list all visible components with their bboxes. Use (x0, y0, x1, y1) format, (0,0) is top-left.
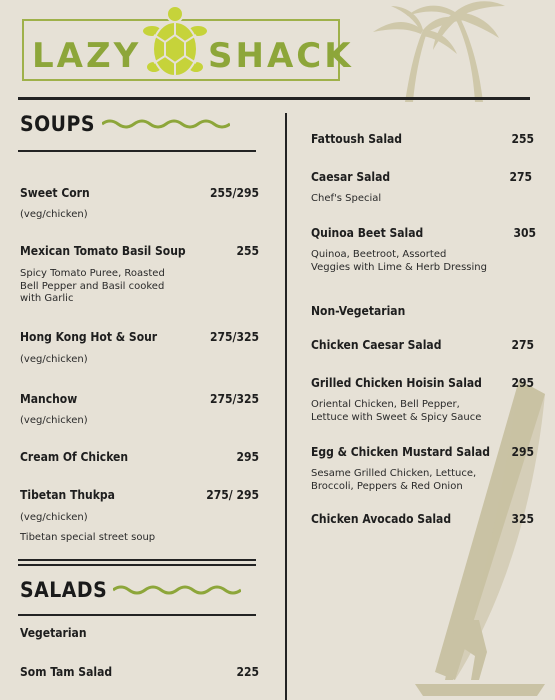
soups-divider (18, 150, 256, 152)
windsurfer-icon (395, 380, 555, 700)
logo-text-shack: SHACK (208, 36, 354, 76)
salad-item-note: Oriental Chicken, Bell Pepper, Lettuce with Sweet & Spicy Sauce (311, 399, 482, 423)
salad-item-price: 255 (511, 132, 534, 146)
soup-item-note: (veg/chicken) (20, 354, 88, 365)
soup-item-note: Spicy Tomato Puree, Roasted Bell Pepper and Basil cooked with Garlic (20, 268, 165, 304)
salad-item-price: 325 (511, 512, 534, 526)
soup-item-name: Cream Of Chicken (20, 450, 129, 464)
wave-icon (102, 118, 230, 130)
soup-item-price: 275/325 (209, 392, 259, 406)
salad-item-price: 275 (509, 170, 532, 184)
salad-item-note: Sesame Grilled Chicken, Lettuce, Broccoli, Peppers & Red Onion (311, 468, 477, 492)
column-divider (285, 113, 287, 700)
salad-item-name: Chicken Caesar Salad (311, 338, 442, 352)
salad-item-price: 225 (236, 665, 259, 679)
soup-item-description: Tibetan special street soup (20, 532, 156, 543)
soup-item-name: Manchow (20, 392, 78, 406)
wave-icon (113, 584, 241, 596)
salad-item-name: Caesar Salad (311, 170, 391, 184)
salad-item-price: 295 (511, 376, 534, 390)
salad-item-price: 275 (511, 338, 534, 352)
turtle-icon (142, 5, 208, 83)
salad-item-name: Grilled Chicken Hoisin Salad (311, 376, 482, 390)
salad-item-note: Chef's Special (311, 193, 382, 204)
vegetarian-heading: Vegetarian (20, 626, 87, 640)
salads-top-divider-2 (18, 564, 256, 566)
soup-item-name: Sweet Corn (20, 186, 90, 200)
soup-item-price: 275/ 295 (206, 488, 259, 502)
soup-item-price: 275/325 (209, 330, 259, 344)
header-divider (18, 97, 530, 100)
logo-text-lazy: LAZY (32, 36, 142, 76)
salads-title: SALADS (20, 578, 108, 602)
soup-item-note: (veg/chicken) (20, 209, 88, 220)
soup-item-price: 295 (236, 450, 259, 464)
soup-item-name: Hong Kong Hot & Sour (20, 330, 158, 344)
soup-item-name: Mexican Tomato Basil Soup (20, 244, 186, 258)
salad-item-price: 305 (513, 226, 536, 240)
soup-item-note: (veg/chicken) (20, 415, 88, 426)
non-vegetarian-heading: Non-Vegetarian (311, 304, 406, 318)
soup-item-name: Tibetan Thukpa (20, 488, 115, 502)
salad-item-price: 295 (511, 445, 534, 459)
soup-item-price: 255 (236, 244, 259, 258)
salads-top-divider (18, 559, 256, 561)
salad-item-name: Chicken Avocado Salad (311, 512, 452, 526)
salad-item-name: Quinoa Beet Salad (311, 226, 424, 240)
soup-item-note: (veg/chicken) (20, 512, 88, 523)
salad-item-name: Egg & Chicken Mustard Salad (311, 445, 490, 459)
logo (22, 19, 354, 81)
soup-item-price: 255/295 (209, 186, 259, 200)
soups-title: SOUPS (20, 112, 95, 136)
palm-trees-decoration (365, 0, 555, 105)
salad-item-name: Som Tam Salad (20, 665, 113, 679)
salads-divider (18, 614, 256, 616)
salad-item-note: Quinoa, Beetroot, Assorted Veggies with Lime & Herb Dressing (311, 249, 487, 273)
salad-item-name: Fattoush Salad (311, 132, 403, 146)
